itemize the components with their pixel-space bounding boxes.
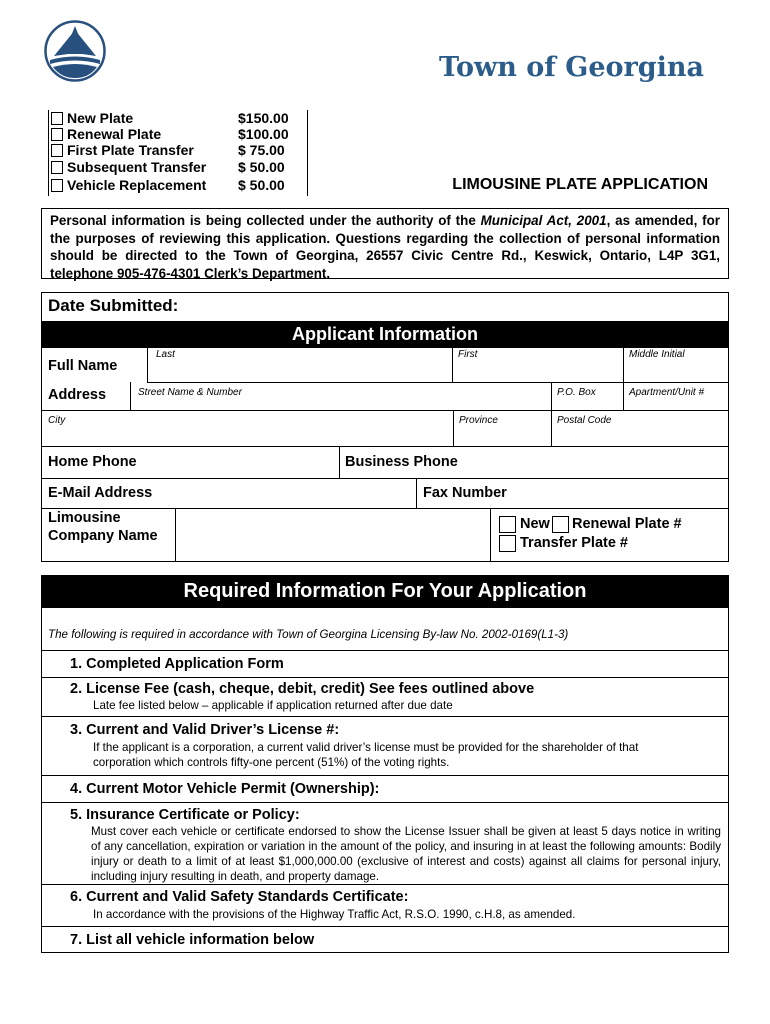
fee-label: New Plate [67, 110, 134, 126]
req-item-3: 3. Current and Valid Driver’s License #: [70, 722, 340, 738]
req-note-6: In accordance with the provisions of the Highway Traffic Act, R.S.O. 1990, c.H.8, as amended. [93, 908, 576, 921]
req-item-7: 7. List all vehicle information below [70, 932, 315, 948]
fee-amount: $150.00 [238, 110, 289, 126]
new-checkbox[interactable] [499, 516, 516, 533]
company-label-line1: Limousine [48, 510, 121, 526]
req-note-2: Late fee listed below – applicable if application returned after due date [93, 699, 453, 712]
address-label: Address [48, 387, 107, 403]
divider [41, 677, 729, 678]
fax-label: Fax Number [423, 485, 507, 501]
divider [41, 775, 729, 776]
province-label: Province [459, 415, 498, 426]
transfer-option-label: Transfer Plate # [520, 535, 628, 551]
divider [41, 410, 131, 411]
last-name-field[interactable] [148, 360, 451, 381]
fee-label: Renewal Plate [67, 126, 162, 142]
middle-initial-label: Middle Initial [629, 349, 685, 360]
fee-label: Vehicle Replacement [67, 177, 207, 193]
fee-amount: $ 75.00 [238, 142, 285, 158]
req-note-5: Must cover each vehicle or certificate endorsed to show the License Issuer shall be given at least 5 days notice in writing of any cancellation, expiration or variation in the amount of the policy, and insuring in at least the following amounts: Bodily injury or death to a limit of at least $1,000,000.00 (exclusive of interest and costs) against all claims for personal injury, including injury resulting in death, and property damage. [91, 825, 721, 883]
middle-initial-field[interactable] [624, 360, 728, 381]
req-item-2: 2. License Fee (cash, cheque, debit, credit) See fees outlined above [70, 681, 535, 697]
town-logo-icon [44, 20, 106, 82]
home-phone-label: Home Phone [48, 454, 137, 470]
apartment-label: Apartment/Unit # [629, 387, 705, 398]
privacy-notice [41, 208, 729, 279]
first-transfer-checkbox[interactable] [51, 144, 63, 157]
fee-amount: $ 50.00 [238, 159, 285, 175]
company-name-field[interactable] [176, 509, 489, 561]
city-field[interactable] [42, 428, 452, 445]
renewal-checkbox[interactable] [552, 516, 569, 533]
fee-label: Subsequent Transfer [67, 159, 207, 175]
divider [41, 802, 729, 803]
req-item-1: 1. Completed Application Form [70, 656, 284, 672]
subsequent-transfer-checkbox[interactable] [51, 161, 63, 174]
po-box-field[interactable] [552, 398, 622, 409]
street-field[interactable] [131, 398, 550, 409]
company-label-line2: Company Name [48, 528, 158, 544]
divider [41, 478, 729, 479]
date-submitted-field[interactable] [200, 296, 720, 318]
renewal-plate-checkbox[interactable] [51, 128, 63, 141]
notice-act: Municipal Act, 2001 [480, 213, 607, 228]
requirements-intro: The following is required in accordance with Town of Georgina Licensing By-law No. 2002-0169(L1-3) [48, 628, 569, 641]
notice-text-a: Personal information is being collected under the authority of the [50, 213, 481, 228]
applicant-section-header: Applicant Information [41, 321, 729, 348]
divider [41, 446, 729, 447]
first-name-field[interactable] [453, 360, 622, 381]
street-label: Street Name & Number [138, 387, 242, 398]
divider [147, 382, 729, 383]
town-title: Town of Georgina [438, 52, 704, 83]
divider [41, 884, 729, 885]
po-box-label: P.O. Box [557, 387, 596, 398]
divider [339, 446, 340, 478]
divider [41, 716, 729, 717]
business-phone-label: Business Phone [345, 454, 458, 470]
postal-code-label: Postal Code [557, 415, 612, 426]
req-item-5: 5. Insurance Certificate or Policy: [70, 807, 300, 823]
req-item-6: 6. Current and Valid Safety Standards Certificate: [70, 889, 409, 905]
city-label: City [48, 415, 66, 426]
full-name-label: Full Name [48, 358, 118, 374]
divider [41, 650, 729, 651]
fee-amount: $ 50.00 [238, 177, 285, 193]
notice-text-b: , as amended, for the purposes of reviewing this application. Questions regarding the collection of personal information should be directed to the Town of Georgina, 26557 Civic Centre Rd., Keswick, Ontario, L4P 3G1, telephone 905-476-4301 Clerk’s Department. [50, 213, 721, 281]
email-label: E-Mail Address [48, 485, 153, 501]
new-option-label: New [520, 516, 550, 532]
apartment-field[interactable] [624, 398, 728, 409]
divider [416, 478, 417, 508]
divider [490, 508, 491, 562]
renewal-option-label: Renewal Plate # [572, 516, 682, 532]
province-field[interactable] [454, 428, 550, 445]
new-plate-checkbox[interactable] [51, 112, 63, 125]
vehicle-replacement-checkbox[interactable] [51, 179, 63, 192]
divider [130, 410, 729, 411]
req-note-3: If the applicant is a corporation, a current valid driver’s license must be provided for the shareholder of that corporation which controls fifty-one percent (51%) of the voting rights. [93, 741, 639, 769]
divider [41, 926, 729, 927]
form-title: LIMOUSINE PLATE APPLICATION [452, 176, 708, 193]
date-submitted-label: Date Submitted: [48, 296, 179, 315]
fee-label: First Plate Transfer [67, 142, 194, 158]
req-item-4: 4. Current Motor Vehicle Permit (Ownership): [70, 781, 380, 797]
transfer-checkbox[interactable] [499, 535, 516, 552]
requirements-header: Required Information For Your Application [41, 575, 729, 608]
last-name-label: Last [156, 349, 175, 360]
first-name-label: First [458, 349, 478, 360]
fee-amount: $100.00 [238, 126, 289, 142]
postal-code-field[interactable] [552, 428, 728, 445]
